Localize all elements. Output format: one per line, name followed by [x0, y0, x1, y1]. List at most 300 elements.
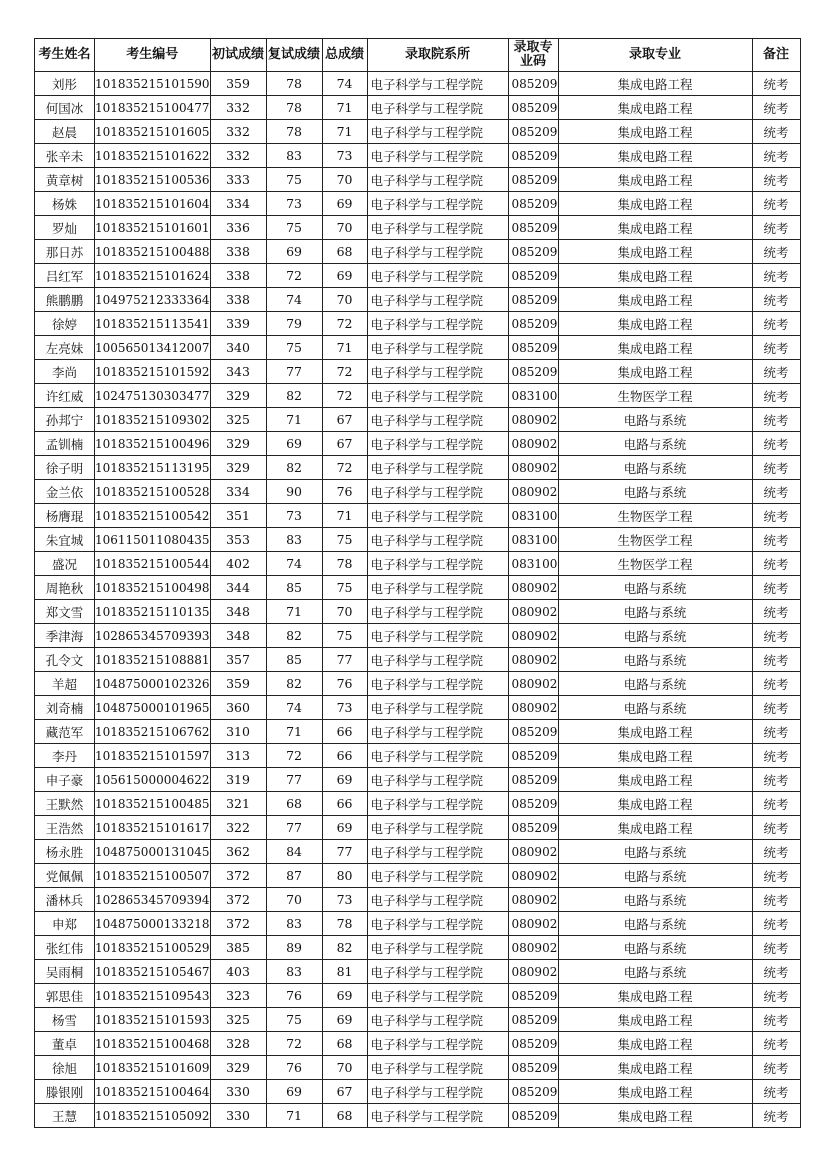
table-row [35, 384, 801, 408]
cell-major: 电路与系统 [558, 480, 752, 504]
cell-major: 集成电路工程 [558, 1008, 752, 1032]
cell-remark: 统考 [752, 360, 800, 384]
cell-total-score: 71 [322, 504, 367, 528]
cell-major: 集成电路工程 [558, 288, 752, 312]
cell-total-score: 75 [322, 624, 367, 648]
cell-major: 电路与系统 [558, 864, 752, 888]
cell-department: 电子科学与工程学院 [367, 1080, 508, 1104]
cell-major-code: 085209 [508, 1104, 558, 1128]
cell-remark: 统考 [752, 1032, 800, 1056]
cell-initial-score: 348 [210, 624, 266, 648]
cell-initial-score: 372 [210, 912, 266, 936]
cell-initial-score: 348 [210, 600, 266, 624]
cell-major-code: 085209 [508, 312, 558, 336]
cell-total-score: 72 [322, 312, 367, 336]
cell-total-score: 69 [322, 264, 367, 288]
table-row [35, 888, 801, 912]
cell-total-score: 70 [322, 600, 367, 624]
cell-major-code: 085209 [508, 1032, 558, 1056]
cell-major: 集成电路工程 [558, 96, 752, 120]
cell-initial-score: 313 [210, 744, 266, 768]
cell-department: 电子科学与工程学院 [367, 936, 508, 960]
cell-name: 周艳秋 [35, 576, 95, 600]
cell-total-score: 71 [322, 120, 367, 144]
table-row [35, 408, 801, 432]
cell-remark: 统考 [752, 744, 800, 768]
table-row [35, 312, 801, 336]
cell-name: 徐旭 [35, 1056, 95, 1080]
cell-major-code: 085209 [508, 192, 558, 216]
cell-candidate-id: 101835215101624 [95, 264, 211, 288]
cell-name: 李丹 [35, 744, 95, 768]
cell-remark: 统考 [752, 384, 800, 408]
cell-candidate-id: 101835215109302 [95, 408, 211, 432]
cell-major: 集成电路工程 [558, 168, 752, 192]
header-department: 录取院系所 [367, 39, 508, 72]
cell-total-score: 70 [322, 1056, 367, 1080]
table-row [35, 288, 801, 312]
cell-name: 吴雨桐 [35, 960, 95, 984]
cell-major-code: 085209 [508, 240, 558, 264]
table-row [35, 1104, 801, 1128]
cell-major-code: 083100 [508, 552, 558, 576]
cell-department: 电子科学与工程学院 [367, 816, 508, 840]
cell-major: 集成电路工程 [558, 816, 752, 840]
cell-initial-score: 362 [210, 840, 266, 864]
cell-total-score: 70 [322, 168, 367, 192]
cell-major: 电路与系统 [558, 456, 752, 480]
cell-candidate-id: 101835215109543 [95, 984, 211, 1008]
cell-initial-score: 319 [210, 768, 266, 792]
cell-major-code: 080902 [508, 672, 558, 696]
cell-retest-score: 69 [266, 432, 322, 456]
cell-remark: 统考 [752, 936, 800, 960]
table-row [35, 792, 801, 816]
cell-initial-score: 353 [210, 528, 266, 552]
cell-candidate-id: 100565013412007 [95, 336, 211, 360]
table-row [35, 120, 801, 144]
header-row [35, 39, 801, 72]
cell-major-code: 085209 [508, 792, 558, 816]
cell-remark: 统考 [752, 984, 800, 1008]
cell-major-code: 080902 [508, 864, 558, 888]
cell-initial-score: 402 [210, 552, 266, 576]
cell-name: 朱宜城 [35, 528, 95, 552]
table-row [35, 264, 801, 288]
table-row [35, 600, 801, 624]
cell-retest-score: 71 [266, 1104, 322, 1128]
cell-department: 电子科学与工程学院 [367, 264, 508, 288]
cell-major-code: 085209 [508, 288, 558, 312]
cell-retest-score: 74 [266, 288, 322, 312]
cell-remark: 统考 [752, 768, 800, 792]
cell-retest-score: 83 [266, 528, 322, 552]
cell-name: 张辛未 [35, 144, 95, 168]
cell-department: 电子科学与工程学院 [367, 96, 508, 120]
header-total-score: 总成绩 [322, 39, 367, 72]
cell-name: 李尚 [35, 360, 95, 384]
cell-retest-score: 87 [266, 864, 322, 888]
cell-initial-score: 321 [210, 792, 266, 816]
cell-candidate-id: 102865345709393 [95, 624, 211, 648]
cell-department: 电子科学与工程学院 [367, 360, 508, 384]
cell-retest-score: 77 [266, 816, 322, 840]
cell-initial-score: 360 [210, 696, 266, 720]
cell-major-code: 080902 [508, 408, 558, 432]
cell-department: 电子科学与工程学院 [367, 576, 508, 600]
header-candidate-id: 考生编号 [95, 39, 211, 72]
cell-retest-score: 83 [266, 960, 322, 984]
table-row [35, 576, 801, 600]
header-retest-score: 复试成绩 [266, 39, 322, 72]
cell-name: 熊鹏鹏 [35, 288, 95, 312]
cell-name: 许红威 [35, 384, 95, 408]
table-row [35, 720, 801, 744]
table-row [35, 72, 801, 96]
cell-department: 电子科学与工程学院 [367, 168, 508, 192]
table-row [35, 336, 801, 360]
cell-initial-score: 344 [210, 576, 266, 600]
cell-major: 集成电路工程 [558, 360, 752, 384]
cell-remark: 统考 [752, 312, 800, 336]
cell-remark: 统考 [752, 72, 800, 96]
cell-department: 电子科学与工程学院 [367, 744, 508, 768]
cell-candidate-id: 106115011080435 [95, 528, 211, 552]
table-row [35, 192, 801, 216]
cell-candidate-id: 101835215100542 [95, 504, 211, 528]
table-row [35, 1008, 801, 1032]
cell-major: 集成电路工程 [558, 744, 752, 768]
cell-major: 电路与系统 [558, 672, 752, 696]
cell-name: 那日苏 [35, 240, 95, 264]
cell-initial-score: 332 [210, 144, 266, 168]
cell-initial-score: 325 [210, 1008, 266, 1032]
cell-candidate-id: 101835215101601 [95, 216, 211, 240]
cell-name: 申郑 [35, 912, 95, 936]
cell-remark: 统考 [752, 432, 800, 456]
cell-remark: 统考 [752, 888, 800, 912]
cell-remark: 统考 [752, 456, 800, 480]
cell-remark: 统考 [752, 1104, 800, 1128]
cell-candidate-id: 104875000101965 [95, 696, 211, 720]
cell-retest-score: 77 [266, 360, 322, 384]
cell-remark: 统考 [752, 720, 800, 744]
cell-initial-score: 329 [210, 456, 266, 480]
cell-initial-score: 328 [210, 1032, 266, 1056]
cell-retest-score: 82 [266, 384, 322, 408]
cell-initial-score: 357 [210, 648, 266, 672]
cell-name: 杨雪 [35, 1008, 95, 1032]
cell-name: 董卓 [35, 1032, 95, 1056]
cell-department: 电子科学与工程学院 [367, 336, 508, 360]
cell-name: 黄章树 [35, 168, 95, 192]
cell-remark: 统考 [752, 336, 800, 360]
cell-major: 集成电路工程 [558, 240, 752, 264]
cell-name: 羊超 [35, 672, 95, 696]
cell-retest-score: 76 [266, 1056, 322, 1080]
cell-initial-score: 332 [210, 96, 266, 120]
cell-retest-score: 78 [266, 96, 322, 120]
cell-department: 电子科学与工程学院 [367, 384, 508, 408]
cell-major-code: 085209 [508, 144, 558, 168]
cell-retest-score: 75 [266, 168, 322, 192]
cell-candidate-id: 101835215101605 [95, 120, 211, 144]
table-row [35, 648, 801, 672]
cell-major-code: 080902 [508, 576, 558, 600]
cell-candidate-id: 101835215100468 [95, 1032, 211, 1056]
cell-total-score: 73 [322, 888, 367, 912]
cell-department: 电子科学与工程学院 [367, 1032, 508, 1056]
cell-department: 电子科学与工程学院 [367, 120, 508, 144]
cell-major-code: 080902 [508, 960, 558, 984]
cell-major: 集成电路工程 [558, 72, 752, 96]
cell-retest-score: 71 [266, 600, 322, 624]
cell-department: 电子科学与工程学院 [367, 1056, 508, 1080]
cell-initial-score: 338 [210, 288, 266, 312]
cell-department: 电子科学与工程学院 [367, 192, 508, 216]
cell-candidate-id: 101835215105467 [95, 960, 211, 984]
cell-name: 申子豪 [35, 768, 95, 792]
cell-retest-score: 82 [266, 672, 322, 696]
cell-department: 电子科学与工程学院 [367, 456, 508, 480]
cell-initial-score: 322 [210, 816, 266, 840]
cell-candidate-id: 101835215101609 [95, 1056, 211, 1080]
cell-department: 电子科学与工程学院 [367, 792, 508, 816]
cell-total-score: 67 [322, 432, 367, 456]
cell-major: 集成电路工程 [558, 264, 752, 288]
cell-department: 电子科学与工程学院 [367, 672, 508, 696]
cell-total-score: 68 [322, 1104, 367, 1128]
cell-total-score: 74 [322, 72, 367, 96]
table-row [35, 696, 801, 720]
cell-major-code: 080902 [508, 912, 558, 936]
cell-total-score: 69 [322, 192, 367, 216]
cell-remark: 统考 [752, 144, 800, 168]
cell-retest-score: 82 [266, 456, 322, 480]
table-row [35, 552, 801, 576]
header-name: 考生姓名 [35, 39, 95, 72]
cell-department: 电子科学与工程学院 [367, 552, 508, 576]
cell-total-score: 75 [322, 576, 367, 600]
cell-initial-score: 359 [210, 72, 266, 96]
cell-total-score: 67 [322, 408, 367, 432]
table-row [35, 912, 801, 936]
cell-department: 电子科学与工程学院 [367, 504, 508, 528]
cell-major: 集成电路工程 [558, 336, 752, 360]
cell-department: 电子科学与工程学院 [367, 1104, 508, 1128]
cell-candidate-id: 101835215100477 [95, 96, 211, 120]
table-row [35, 480, 801, 504]
cell-name: 孟钏楠 [35, 432, 95, 456]
cell-initial-score: 336 [210, 216, 266, 240]
table-row [35, 1056, 801, 1080]
cell-major: 电路与系统 [558, 624, 752, 648]
cell-major-code: 085209 [508, 744, 558, 768]
table-row [35, 672, 801, 696]
cell-name: 罗灿 [35, 216, 95, 240]
cell-remark: 统考 [752, 504, 800, 528]
cell-retest-score: 69 [266, 240, 322, 264]
cell-retest-score: 78 [266, 72, 322, 96]
cell-total-score: 71 [322, 96, 367, 120]
cell-department: 电子科学与工程学院 [367, 888, 508, 912]
table-row [35, 432, 801, 456]
cell-candidate-id: 101835215101593 [95, 1008, 211, 1032]
cell-major: 生物医学工程 [558, 504, 752, 528]
cell-candidate-id: 101835215100485 [95, 792, 211, 816]
cell-department: 电子科学与工程学院 [367, 696, 508, 720]
cell-major-code: 080902 [508, 696, 558, 720]
cell-initial-score: 333 [210, 168, 266, 192]
cell-candidate-id: 104875000133218 [95, 912, 211, 936]
cell-remark: 统考 [752, 528, 800, 552]
cell-retest-score: 71 [266, 408, 322, 432]
cell-department: 电子科学与工程学院 [367, 72, 508, 96]
cell-name: 郑文雪 [35, 600, 95, 624]
cell-candidate-id: 101835215100507 [95, 864, 211, 888]
cell-retest-score: 71 [266, 720, 322, 744]
cell-department: 电子科学与工程学院 [367, 624, 508, 648]
cell-total-score: 75 [322, 528, 367, 552]
cell-major-code: 085209 [508, 816, 558, 840]
header-major: 录取专业 [558, 39, 752, 72]
table-row [35, 1080, 801, 1104]
cell-retest-score: 83 [266, 912, 322, 936]
cell-major: 电路与系统 [558, 600, 752, 624]
cell-major: 集成电路工程 [558, 792, 752, 816]
cell-major: 电路与系统 [558, 888, 752, 912]
cell-initial-score: 334 [210, 192, 266, 216]
table-row [35, 624, 801, 648]
cell-major: 电路与系统 [558, 936, 752, 960]
cell-remark: 统考 [752, 672, 800, 696]
cell-major: 集成电路工程 [558, 984, 752, 1008]
cell-department: 电子科学与工程学院 [367, 216, 508, 240]
cell-major-code: 080902 [508, 600, 558, 624]
cell-candidate-id: 101835215100529 [95, 936, 211, 960]
cell-remark: 统考 [752, 816, 800, 840]
cell-major-code: 085209 [508, 72, 558, 96]
cell-total-score: 76 [322, 480, 367, 504]
cell-name: 滕银刚 [35, 1080, 95, 1104]
cell-name: 刘彤 [35, 72, 95, 96]
table-row [35, 960, 801, 984]
cell-total-score: 68 [322, 1032, 367, 1056]
cell-major-code: 085209 [508, 1080, 558, 1104]
cell-candidate-id: 101835215100536 [95, 168, 211, 192]
cell-candidate-id: 101835215105092 [95, 1104, 211, 1128]
cell-candidate-id: 101835215101622 [95, 144, 211, 168]
cell-major: 集成电路工程 [558, 216, 752, 240]
cell-remark: 统考 [752, 1008, 800, 1032]
cell-initial-score: 338 [210, 264, 266, 288]
cell-initial-score: 372 [210, 888, 266, 912]
cell-candidate-id: 104975212333364 [95, 288, 211, 312]
cell-total-score: 82 [322, 936, 367, 960]
cell-name: 郭思佳 [35, 984, 95, 1008]
cell-name: 王浩然 [35, 816, 95, 840]
table-row [35, 240, 801, 264]
cell-name: 王慧 [35, 1104, 95, 1128]
cell-remark: 统考 [752, 792, 800, 816]
cell-total-score: 68 [322, 240, 367, 264]
cell-major-code: 083100 [508, 504, 558, 528]
cell-retest-score: 75 [266, 336, 322, 360]
cell-major-code: 085209 [508, 720, 558, 744]
cell-remark: 统考 [752, 240, 800, 264]
cell-major: 电路与系统 [558, 840, 752, 864]
cell-major: 集成电路工程 [558, 144, 752, 168]
cell-total-score: 73 [322, 696, 367, 720]
cell-remark: 统考 [752, 864, 800, 888]
cell-department: 电子科学与工程学院 [367, 960, 508, 984]
cell-total-score: 66 [322, 744, 367, 768]
table-row [35, 1032, 801, 1056]
cell-total-score: 78 [322, 912, 367, 936]
cell-candidate-id: 104875000102326 [95, 672, 211, 696]
cell-name: 党佩佩 [35, 864, 95, 888]
cell-department: 电子科学与工程学院 [367, 312, 508, 336]
cell-major-code: 085209 [508, 120, 558, 144]
cell-remark: 统考 [752, 120, 800, 144]
cell-major-code: 085209 [508, 360, 558, 384]
cell-major-code: 080902 [508, 480, 558, 504]
cell-department: 电子科学与工程学院 [367, 840, 508, 864]
table-row [35, 504, 801, 528]
cell-department: 电子科学与工程学院 [367, 240, 508, 264]
cell-major-code: 083100 [508, 384, 558, 408]
cell-major-code: 083100 [508, 528, 558, 552]
cell-remark: 统考 [752, 480, 800, 504]
cell-major-code: 085209 [508, 216, 558, 240]
cell-major-code: 080902 [508, 888, 558, 912]
cell-candidate-id: 105615000004622 [95, 768, 211, 792]
cell-initial-score: 338 [210, 240, 266, 264]
cell-name: 藏范军 [35, 720, 95, 744]
cell-remark: 统考 [752, 960, 800, 984]
cell-candidate-id: 101835215100498 [95, 576, 211, 600]
cell-retest-score: 78 [266, 120, 322, 144]
table-row [35, 744, 801, 768]
cell-major-code: 080902 [508, 624, 558, 648]
cell-retest-score: 90 [266, 480, 322, 504]
cell-initial-score: 385 [210, 936, 266, 960]
cell-total-score: 70 [322, 216, 367, 240]
cell-retest-score: 82 [266, 624, 322, 648]
cell-initial-score: 329 [210, 432, 266, 456]
header-major-code: 录取专业码 [508, 39, 558, 72]
cell-major-code: 080902 [508, 648, 558, 672]
cell-major: 电路与系统 [558, 960, 752, 984]
cell-major-code: 080902 [508, 936, 558, 960]
cell-name: 杨膺琨 [35, 504, 95, 528]
cell-major-code: 085209 [508, 1008, 558, 1032]
cell-remark: 统考 [752, 576, 800, 600]
cell-candidate-id: 101835215100528 [95, 480, 211, 504]
cell-remark: 统考 [752, 1080, 800, 1104]
cell-name: 徐婷 [35, 312, 95, 336]
table-row [35, 984, 801, 1008]
cell-total-score: 73 [322, 144, 367, 168]
cell-retest-score: 72 [266, 264, 322, 288]
cell-retest-score: 68 [266, 792, 322, 816]
table-row [35, 864, 801, 888]
cell-candidate-id: 101835215113541 [95, 312, 211, 336]
cell-department: 电子科学与工程学院 [367, 144, 508, 168]
cell-initial-score: 329 [210, 384, 266, 408]
cell-department: 电子科学与工程学院 [367, 1008, 508, 1032]
cell-retest-score: 84 [266, 840, 322, 864]
